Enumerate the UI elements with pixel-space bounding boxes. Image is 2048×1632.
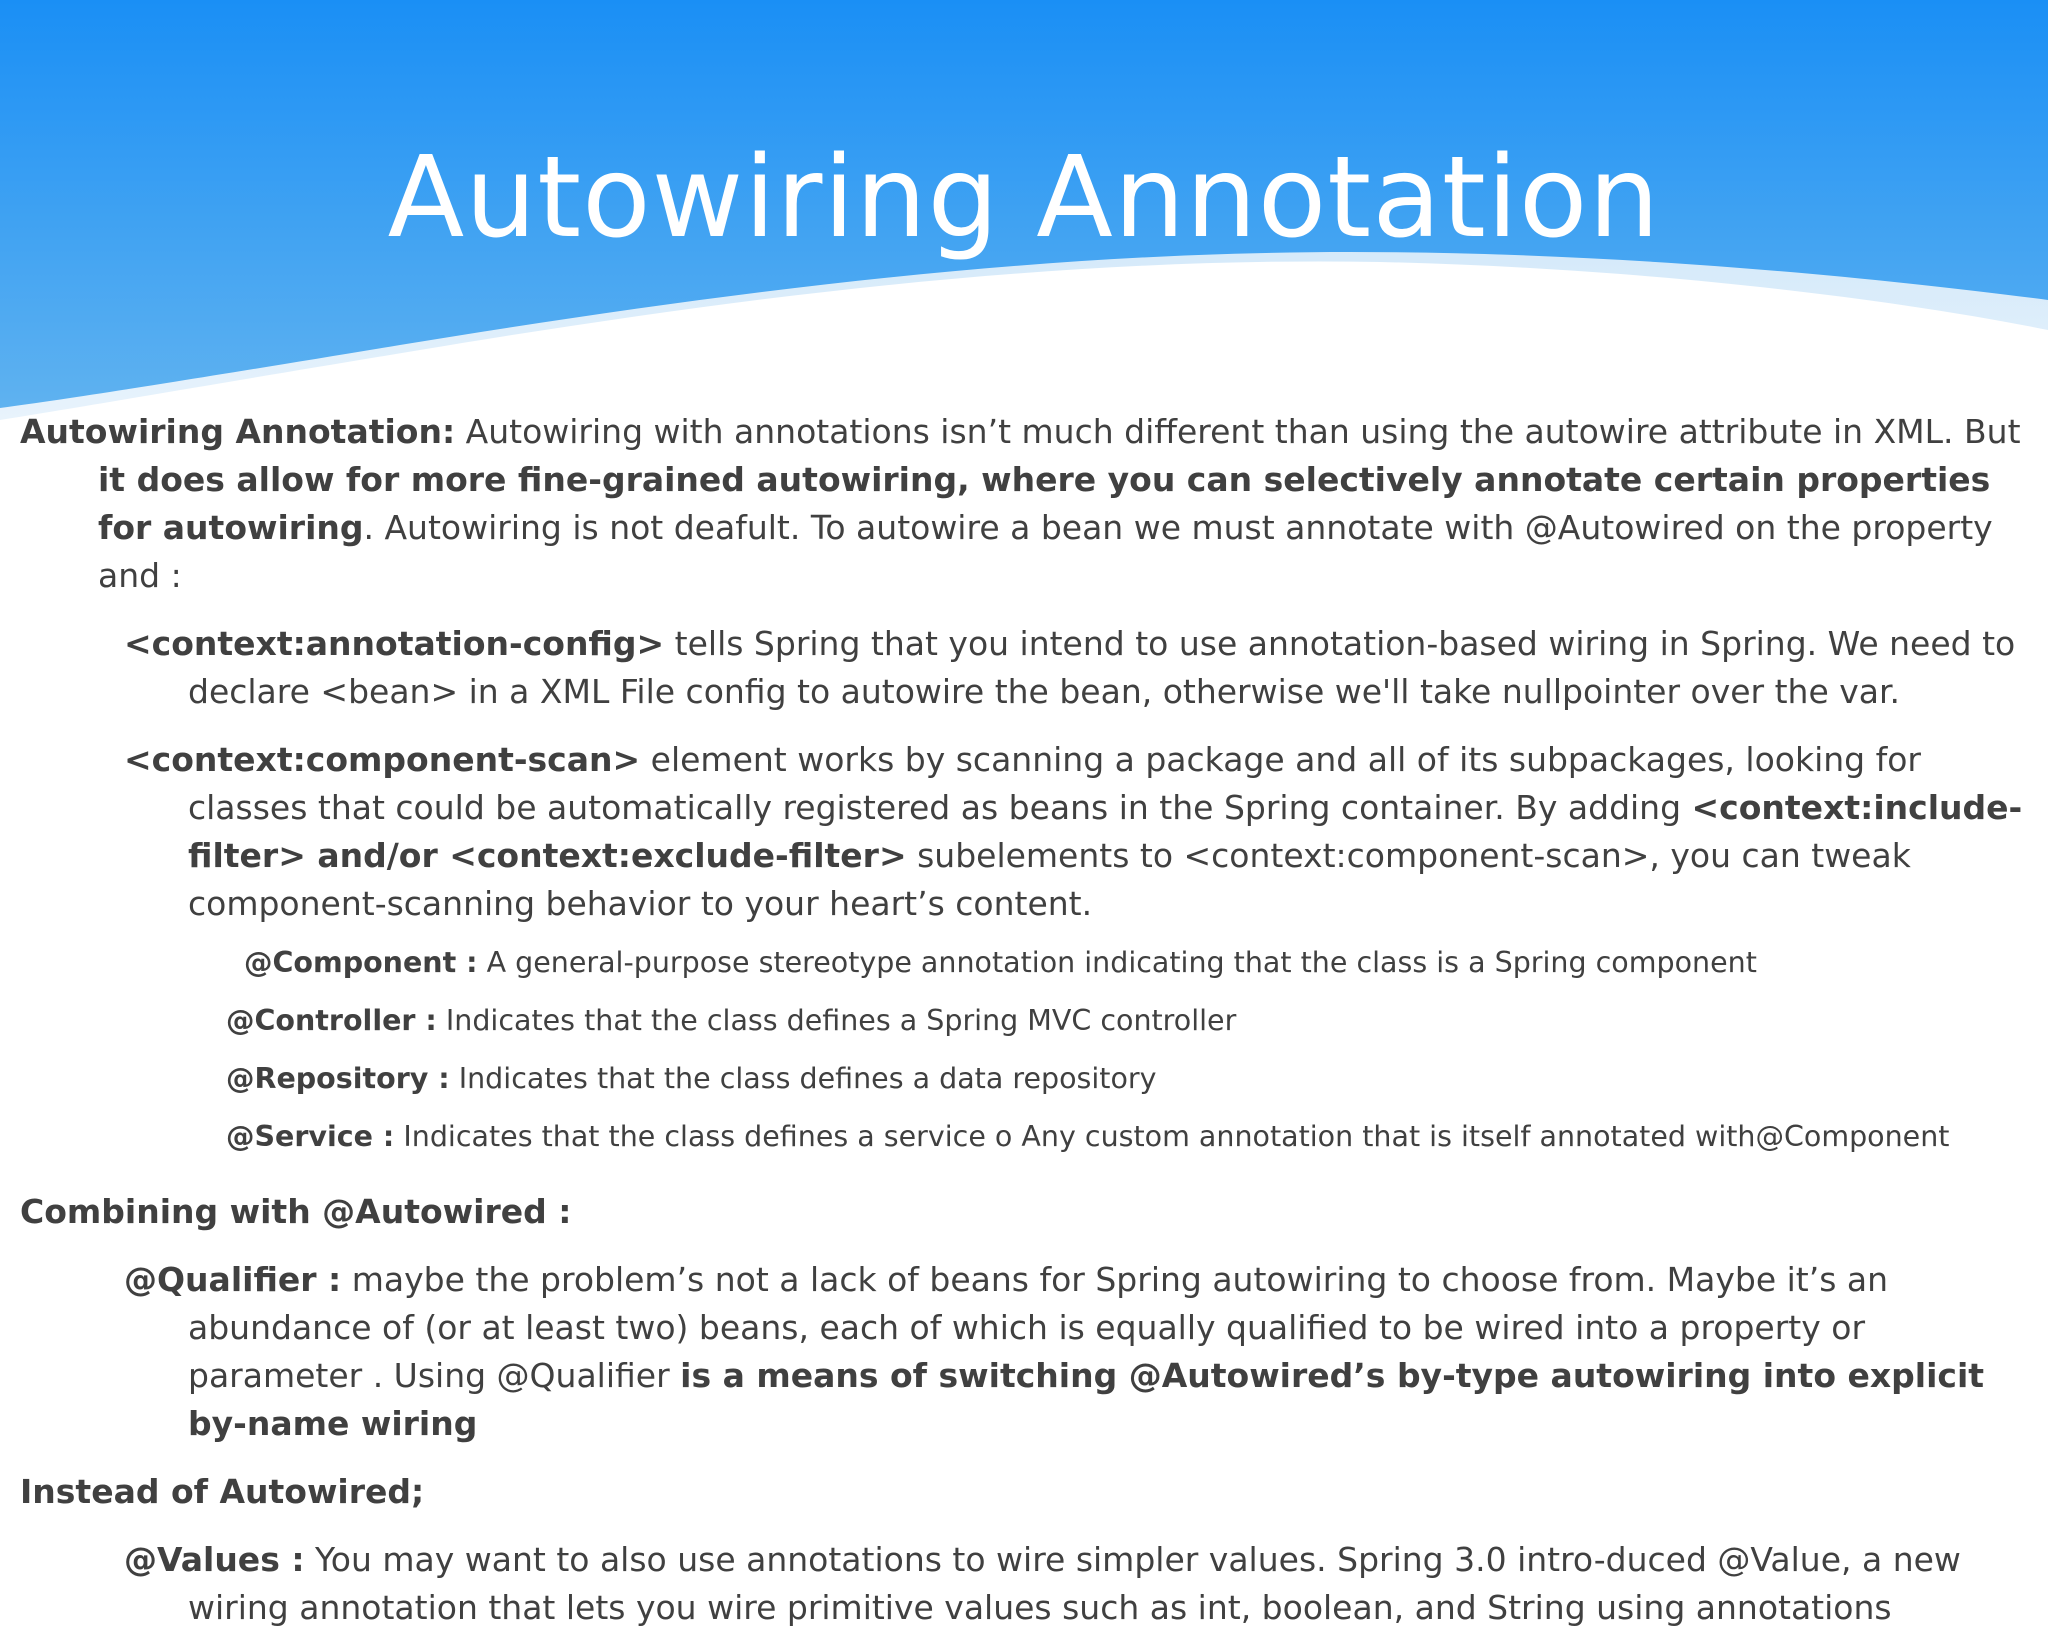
stereotype-repository: [20, 1050, 2036, 1108]
qualifier-paragraph: [20, 1256, 2036, 1448]
slide-body: [20, 408, 2036, 1632]
stereotype-name: @Component :: [244, 946, 478, 979]
intro-label: Autowiring Annotation:: [20, 412, 456, 451]
intro-text-2: . Autowiring is not deafult. To autowire a bean we must annotate with @Autowired on the property and :: [98, 508, 1993, 595]
stereotype-desc: Indicates that the class defines a data repository: [449, 1062, 1157, 1095]
values-text: You may want to also use annotations to wire simpler values. Spring 3.0 intro-duced @Value, a new wiring annotation that lets you wire primitive values such as int, boolean, and String using annotations: [188, 1540, 1961, 1627]
annotation-config-paragraph: [20, 620, 2036, 716]
stereotype-desc: Indicates that the class defines a Spring MVC controller: [436, 1004, 1237, 1037]
stereotype-service: [20, 1108, 2036, 1166]
stereotype-desc: Indicates that the class defines a service o Any custom annotation that is itself annotated with@Component: [394, 1120, 1950, 1153]
annotation-config-text: tells Spring that you intend to use annotation-based wiring in Spring. We need to declare <bean> in a XML File config to autowire the bean, otherwise we'll take nullpointer over the var.: [188, 624, 2016, 711]
qualifier-text: maybe the problem’s not a lack of beans for Spring autowiring to choose from. Maybe it’s an abundance of (or at least two) beans, each of which is equally qualified to be wired into a property or parameter . Using @Qualifier: [188, 1260, 1889, 1395]
component-scan-text-2: subelements to <context:component-scan>, you can tweak component-scanning behavior to your heart’s content.: [188, 836, 1911, 923]
component-scan-tag: <context:component-scan>: [124, 740, 641, 779]
instead-heading: Instead of Autowired;: [20, 1472, 425, 1511]
intro-bold-text: it does allow for more fine-grained autowiring, where you can selectively annotate certain properties for autowiring: [98, 460, 1991, 547]
stereotype-desc: A general-purpose stereotype annotation indicating that the class is a Spring component: [477, 946, 1757, 979]
intro-paragraph: [20, 408, 2036, 600]
qualifier-label: @Qualifier :: [124, 1260, 342, 1299]
stereotype-controller: [20, 992, 2036, 1050]
values-paragraph: [20, 1536, 2036, 1632]
slide-title: Autowiring Annotation: [387, 133, 1661, 263]
component-scan-paragraph: [20, 736, 2036, 928]
component-scan-text-1: element works by scanning a package and all of its subpackages, looking for classes that could be automatically registered as beans in the Spring container. By adding: [188, 740, 1921, 827]
qualifier-bold-text: is a means of switching @Autowired’s by-type autowiring into explicit by-name wiring: [188, 1356, 1985, 1443]
intro-text-1: Autowiring with annotations isn’t much different than using the autowire attribute in XML. But: [455, 412, 2021, 451]
component-scan-filters: <context:include-filter> and/or <context:exclude-filter>: [188, 788, 2023, 875]
stereotype-name: @Controller :: [226, 1004, 437, 1037]
annotation-config-tag: <context:annotation-config>: [124, 624, 665, 663]
values-label: @Values :: [124, 1540, 305, 1579]
stereotype-name: @Service :: [226, 1120, 395, 1153]
stereotype-component: [20, 934, 2036, 992]
combining-heading: Combining with @Autowired :: [20, 1192, 572, 1231]
stereotype-name: @Repository :: [226, 1062, 450, 1095]
